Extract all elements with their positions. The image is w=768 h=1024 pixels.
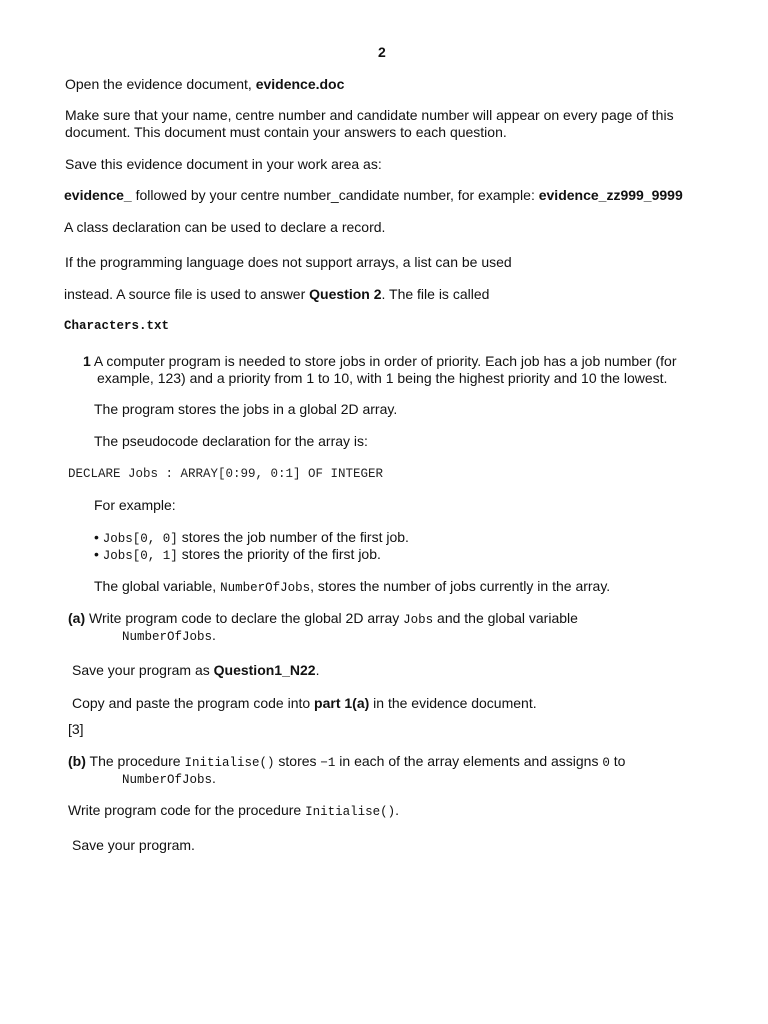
arrays-line-1: If the programming language does not support arrays, a list can be used xyxy=(65,254,512,270)
open-evidence-line xyxy=(65,76,344,93)
part-a-save-line xyxy=(72,662,319,679)
evidence-prefix: evidence_ xyxy=(64,187,132,203)
part-b-text: The procedure xyxy=(85,753,185,769)
part-b-text-assigns: in each of the array elements and assigns xyxy=(335,753,603,769)
question-1-line-2: example, 123) and a priority from 1 to 10, with 1 being the highest priority and 10 the lowest. xyxy=(97,370,668,386)
part-b-text-to: to xyxy=(609,753,626,769)
program-stores-line: The program stores the jobs in a global 2D array. xyxy=(94,401,398,417)
part-b-save-line: Save your program. xyxy=(72,837,195,853)
pseudocode-intro-line: The pseudocode declaration for the array is: xyxy=(94,433,368,449)
question-2-ref: Question 2 xyxy=(309,286,382,302)
open-text: Open the evidence document, xyxy=(65,76,256,92)
save-pre: Save your program as xyxy=(72,662,214,678)
question-number: 1 xyxy=(83,353,91,369)
bullet-priority xyxy=(94,546,381,565)
part-a-text-mid: and the global variable xyxy=(433,610,578,626)
part-b-code-numberofjobs: NumberOfJobs xyxy=(122,773,213,787)
part-b-code-minus-one: −1 xyxy=(320,756,336,770)
part-b-write-line xyxy=(68,802,399,821)
part-b-code-initialise: Initialise() xyxy=(184,756,275,770)
write-code: Initialise() xyxy=(305,805,396,819)
evidence-example: evidence_zz999_9999 xyxy=(538,187,683,203)
question-1-text: A computer program is needed to store jobs in order of priority. Each job has a job number (for xyxy=(90,353,677,369)
part-a-period: . xyxy=(212,627,216,643)
page-number: 2 xyxy=(378,44,386,60)
class-declaration-line: A class declaration can be used to declare a record. xyxy=(64,219,386,235)
save-post: . xyxy=(315,662,320,678)
bullet-code: Jobs[0, 0] xyxy=(102,532,178,546)
global-variable-line xyxy=(94,578,610,597)
global-code: NumberOfJobs xyxy=(220,581,311,595)
part-b-period: . xyxy=(212,770,216,786)
part-b-code-zero: 0 xyxy=(602,756,610,770)
part-a-text: Write program code to declare the global 2D array xyxy=(85,610,404,626)
global-pre: The global variable, xyxy=(94,578,221,594)
source-filename: Characters.txt xyxy=(64,319,170,333)
bullet-text: stores the job number of the first job. xyxy=(177,529,409,545)
part-a-code-numberofjobs: NumberOfJobs xyxy=(122,630,213,644)
bullet-mark: • xyxy=(94,546,103,562)
copy-pre: Copy and paste the program code into xyxy=(72,695,315,711)
arrays-pre: instead. A source file is used to answer xyxy=(64,286,310,302)
part-a-copy-line xyxy=(72,695,537,712)
part-b-label: (b) xyxy=(68,753,86,769)
write-pre: Write program code for the procedure xyxy=(68,802,306,818)
save-filename: Question1_N22 xyxy=(213,662,316,678)
pseudocode-declaration: DECLARE Jobs : ARRAY[0:99, 0:1] OF INTEGER xyxy=(68,467,384,481)
part-a-code-jobs: Jobs xyxy=(403,613,434,627)
arrays-post: . The file is called xyxy=(381,286,490,302)
part-b-text-stores: stores xyxy=(274,753,321,769)
part-a-marks: [3] xyxy=(68,721,84,737)
bullet-text: stores the priority of the first job. xyxy=(177,546,381,562)
part-a-line-2 xyxy=(122,627,216,646)
write-post: . xyxy=(395,802,399,818)
arrays-line-2 xyxy=(64,286,489,303)
evidence-filename: evidence.doc xyxy=(255,76,345,92)
copy-post: in the evidence document. xyxy=(369,695,537,711)
bullet-code: Jobs[0, 1] xyxy=(102,549,178,563)
part-a-label: (a) xyxy=(68,610,86,626)
bullet-mark: • xyxy=(94,529,103,545)
evidence-mid: followed by your centre number_candidate number, for example: xyxy=(131,187,539,203)
evidence-naming-line xyxy=(64,187,683,204)
save-evidence-line: Save this evidence document in your work area as: xyxy=(65,156,382,172)
make-sure-line-2: document. This document must contain your answers to each question. xyxy=(65,124,507,140)
global-post: , stores the number of jobs currently in the array. xyxy=(310,578,611,594)
question-1-line-1 xyxy=(83,353,677,370)
part-b-line-2 xyxy=(122,770,216,789)
for-example-line: For example: xyxy=(94,497,176,513)
make-sure-line-1: Make sure that your name, centre number and candidate number will appear on every page of this xyxy=(65,107,674,123)
copy-part-ref: part 1(a) xyxy=(314,695,370,711)
